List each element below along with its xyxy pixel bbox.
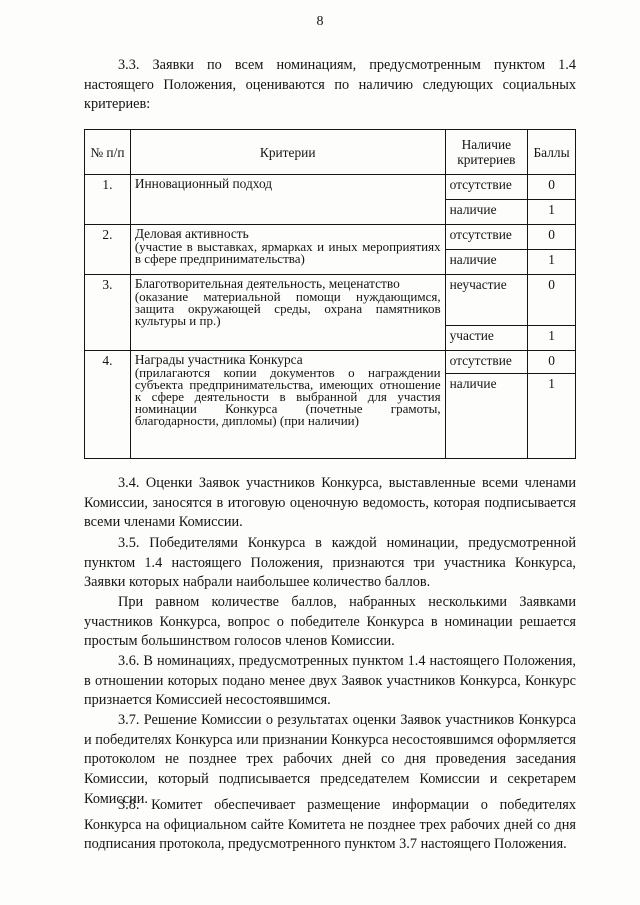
paragraph-tie-rule: При равном количестве баллов, набранных несколькими Заявками участников Конкурса, вопрос о победителе Конкурса в номинации решается простым большинством голосов членов Комиссии. [84,594,576,650]
table-row [85,351,576,374]
table-row [85,275,576,326]
criterion-cell [130,175,445,225]
presence-option: отсутствие [445,225,528,250]
row-number: 1. [85,175,131,225]
presence-option: участие [445,326,528,351]
table-row [85,175,576,200]
points-value: 1 [528,200,576,225]
table-row [85,225,576,250]
points-value: 1 [528,250,576,275]
presence-option: наличие [445,200,528,225]
criterion-cell [130,351,445,459]
criterion-note: (прилагаются копии документов о награждении субъекта предпринимательства, имеющих отношение к сфере деятельности в выбранной для участия номинации Конкурса (почетные грамоты, благодарности, дипломы) (при наличии) [134,365,441,428]
page-number: 8 [316,14,324,29]
presence-option: наличие [445,374,528,459]
presence-option: отсутствие [445,175,528,200]
row-number: 4. [85,351,131,459]
criteria-table [84,129,576,459]
criterion-title: Инновационный подход [134,176,273,191]
criterion-title: Награды участника Конкурса [134,352,303,367]
paragraph-3-8: 3.8. Комитет обеспечивает размещение информации о победителях Конкурса на официальном сайте Комитета не позднее трех рабочих дней со дня подписания протокола, предусмотренного пунктом 3.7 настоящего Положения. [84,797,576,853]
intro-paragraph: 3.3. Заявки по всем номинациям, предусмотренным пунктом 1.4 настоящего Положения, оцениваются по наличию следующих социальных критериев: [84,57,576,113]
header-criteria: Критерии [130,130,445,175]
presence-option: неучастие [445,275,528,326]
criterion-cell [130,275,445,351]
points-value: 0 [528,275,576,326]
criterion-title: Благотворительная деятельность, меценатство [134,276,400,291]
presence-option: отсутствие [445,351,528,374]
paragraph-3-7: 3.7. Решение Комиссии о результатах оценки Заявок участников Конкурса и победителях Конкурса или признании Конкурса несостоявшимся оформляется протоколом не позднее трех рабочих дней со дня проведения заседания Комиссии, который подписывается председателем Комиссии и секретарем Комиссии. [84,712,577,807]
paragraph-3-4: 3.4. Оценки Заявок участников Конкурса, выставленные всеми членами Комиссии, заносятся в итоговую оценочную ведомость, которая подписывается всеми членами Комиссии. [84,475,576,531]
paragraph-3-5: 3.5. Победителями Конкурса в каждой номинации, предусмотренной пунктом 1.4 настоящего Положения, признаются три участника Конкурса, Заявки которых набрали наибольшее количество баллов. [84,535,576,591]
points-value: 0 [528,175,576,200]
header-presence: Наличие критериев [445,130,528,175]
points-value: 1 [528,326,576,351]
presence-option: наличие [445,250,528,275]
row-number: 2. [85,225,131,275]
paragraph-3-6: 3.6. В номинациях, предусмотренных пунктом 1.4 настоящего Положения, в отношении которых подано менее двух Заявок участников Конкурса, Конкурс признается Комиссией несостоявшимся. [84,653,576,709]
points-value: 0 [528,351,576,374]
header-points: Баллы [528,130,576,175]
criterion-note: (оказание материальной помощи нуждающимся, защита окружающей среды, охрана памятников культуры и пр.) [134,289,441,328]
points-value: 0 [528,225,576,250]
row-number: 3. [85,275,131,351]
points-value: 1 [528,374,576,459]
criterion-title: Деловая активность [134,226,249,241]
criterion-cell [130,225,445,275]
header-number: № п/п [85,130,131,175]
criterion-note: (участие в выставках, ярмарках и иных мероприятиях в сфере предпринимательства) [134,239,441,266]
table-header-row [85,130,576,175]
